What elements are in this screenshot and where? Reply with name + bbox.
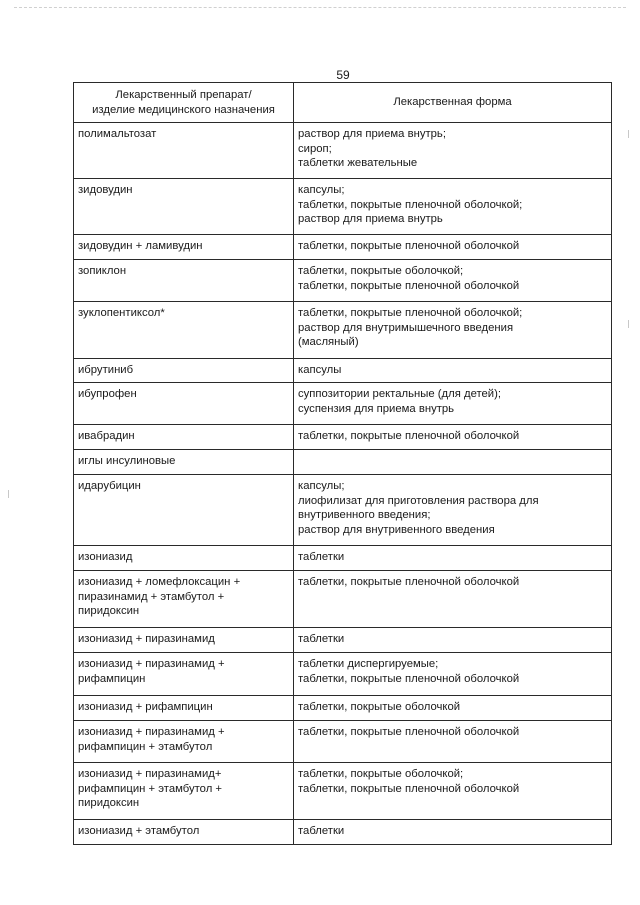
dosage-form-line: суспензия для приема внутрь	[298, 402, 455, 415]
drug-name-cell	[74, 571, 294, 628]
dosage-form-line: таблетки, покрытые пленочной оболочкой;	[298, 198, 523, 211]
drug-name-line: ибрутиниб	[78, 364, 134, 376]
drug-name-cell	[74, 302, 294, 359]
drug-name-line: изониазид	[78, 551, 133, 563]
drug-name-line: полимальтозат	[78, 128, 157, 140]
dosage-form-cell	[294, 123, 612, 179]
scan-artifact-mark	[628, 320, 629, 328]
page-number: 59	[336, 68, 350, 82]
drug-name-line: зидовудин	[78, 184, 133, 196]
dosage-form-cell	[294, 546, 612, 571]
drug-name-cell	[74, 450, 294, 475]
drug-name-cell	[74, 628, 294, 653]
header-drug-line: изделие медицинского назначения	[92, 103, 275, 116]
dosage-form-line: таблетки	[298, 825, 345, 837]
table-row	[74, 383, 612, 425]
table-row	[74, 546, 612, 571]
drug-name-line: изониазид + пиразинамид +	[78, 658, 225, 670]
table-row	[74, 235, 612, 260]
drug-name-line: рифампицин + этамбутол +	[78, 782, 223, 795]
drug-name-line: изониазид + пиразинамид	[78, 633, 215, 645]
drug-name-cell	[74, 235, 294, 260]
dosage-form-line: таблетки, покрытые пленочной оболочкой	[298, 279, 520, 292]
drug-name-cell	[74, 763, 294, 820]
dosage-form-line: таблетки	[298, 551, 345, 563]
dosage-form-line: таблетки, покрытые пленочной оболочкой	[298, 782, 520, 795]
dosage-form-line: капсулы	[298, 364, 342, 376]
drug-name-cell	[74, 475, 294, 546]
drug-name-cell	[74, 721, 294, 763]
dosage-form-cell	[294, 628, 612, 653]
dosage-form-line: таблетки, покрытые пленочной оболочкой	[298, 576, 520, 588]
dosage-form-line: таблетки, покрытые пленочной оболочкой	[298, 726, 520, 738]
dosage-form-line: таблетки, покрытые оболочкой;	[298, 768, 464, 780]
drug-name-line: изониазид + ломефлоксацин +	[78, 576, 241, 588]
drug-name-line: изониазид + рифампицин	[78, 701, 213, 713]
drug-name-line: рифампицин + этамбутол	[78, 740, 213, 753]
drug-name-cell	[74, 546, 294, 571]
dosage-form-cell	[294, 383, 612, 425]
table-row	[74, 696, 612, 721]
drug-name-cell	[74, 359, 294, 383]
table-row	[74, 302, 612, 359]
dosage-form-cell	[294, 721, 612, 763]
drug-name-line: пиридоксин	[78, 605, 140, 618]
dosage-form-line: таблетки, покрытые пленочной оболочкой	[298, 672, 520, 685]
drug-name-cell	[74, 425, 294, 450]
table-row	[74, 653, 612, 696]
dosage-form-line: таблетки, покрытые пленочной оболочкой	[298, 430, 520, 442]
table-row	[74, 179, 612, 235]
drug-name-line: зопиклон	[78, 265, 127, 277]
drug-name-line: ивабрадин	[78, 430, 135, 442]
header-form-line: Лекарственная форма	[393, 96, 512, 109]
scan-artifact-mark	[628, 130, 629, 138]
table-row	[74, 820, 612, 845]
drug-list-table	[73, 82, 612, 845]
drug-name-cell	[74, 179, 294, 235]
drug-name-line: изониазид + пиразинамид +	[78, 726, 225, 738]
dosage-form-cell	[294, 450, 612, 475]
drug-name-line: изониазид + этамбутол	[78, 825, 200, 837]
table-header-row	[74, 83, 612, 123]
dosage-form-line: таблетки	[298, 633, 345, 645]
table-row	[74, 359, 612, 383]
drug-name-line: пиридоксин	[78, 797, 140, 810]
dosage-form-line: раствор для внутримышечного введения	[298, 321, 514, 334]
table-row	[74, 475, 612, 546]
dosage-form-cell	[294, 302, 612, 359]
drug-name-line: рифампицин	[78, 672, 146, 685]
dosage-form-cell	[294, 696, 612, 721]
drug-name-line: зуклопентиксол*	[78, 307, 165, 319]
dosage-form-line: таблетки, покрытые оболочкой	[298, 701, 461, 713]
dosage-form-cell	[294, 260, 612, 302]
dosage-form-cell	[294, 425, 612, 450]
dosage-form-line: таблетки, покрытые оболочкой;	[298, 265, 464, 277]
dosage-form-line: таблетки, покрытые пленочной оболочкой;	[298, 307, 523, 319]
drug-name-line: ибупрофен	[78, 388, 137, 400]
dosage-form-line: таблетки диспергируемые;	[298, 658, 439, 670]
drug-name-cell	[74, 653, 294, 696]
table-body	[74, 123, 612, 845]
scan-artifact-mark	[8, 490, 9, 498]
dosage-form-line: лиофилизат для приготовления раствора для	[298, 494, 539, 507]
drug-name-line: идарубицин	[78, 480, 141, 492]
dosage-form-line: капсулы;	[298, 184, 345, 196]
dosage-form-cell	[294, 235, 612, 260]
dosage-form-cell	[294, 475, 612, 546]
table-row	[74, 721, 612, 763]
dosage-form-cell	[294, 763, 612, 820]
drug-name-line: пиразинамид + этамбутол +	[78, 590, 225, 603]
drug-name-line: зидовудин + ламивудин	[78, 240, 203, 252]
dosage-form-line: раствор для приема внутрь	[298, 213, 443, 226]
table-row	[74, 123, 612, 179]
dosage-form-line: внутривенного введения;	[298, 509, 431, 522]
dosage-form-line: капсулы;	[298, 480, 345, 492]
dosage-form-line: сироп;	[298, 142, 332, 155]
header-form	[294, 83, 612, 123]
dosage-form-line: таблетки жевательные	[298, 157, 418, 170]
header-drug	[74, 83, 294, 123]
drug-name-cell	[74, 696, 294, 721]
table-row	[74, 260, 612, 302]
drug-name-cell	[74, 123, 294, 179]
table-row	[74, 571, 612, 628]
dosage-form-line: (масляный)	[298, 336, 359, 349]
drug-name-cell	[74, 820, 294, 845]
dosage-form-cell	[294, 179, 612, 235]
table-row	[74, 763, 612, 820]
table-row	[74, 628, 612, 653]
dosage-form-cell	[294, 359, 612, 383]
table-row	[74, 450, 612, 475]
dosage-form-cell	[294, 653, 612, 696]
dosage-form-cell	[294, 571, 612, 628]
scan-artifact-line	[14, 7, 626, 9]
dosage-form-line: раствор для приема внутрь;	[298, 128, 446, 140]
dosage-form-line: таблетки, покрытые пленочной оболочкой	[298, 240, 520, 252]
dosage-form-line: раствор для внутривенного введения	[298, 523, 495, 536]
drug-name-cell	[74, 383, 294, 425]
dosage-form-cell	[294, 820, 612, 845]
dosage-form-line: суппозитории ректальные (для детей);	[298, 388, 502, 400]
drug-name-line: иглы инсулиновые	[78, 455, 176, 467]
drug-name-cell	[74, 260, 294, 302]
header-drug-line: Лекарственный препарат/	[115, 88, 252, 101]
drug-name-line: изониазид + пиразинамид+	[78, 768, 222, 780]
table-row	[74, 425, 612, 450]
